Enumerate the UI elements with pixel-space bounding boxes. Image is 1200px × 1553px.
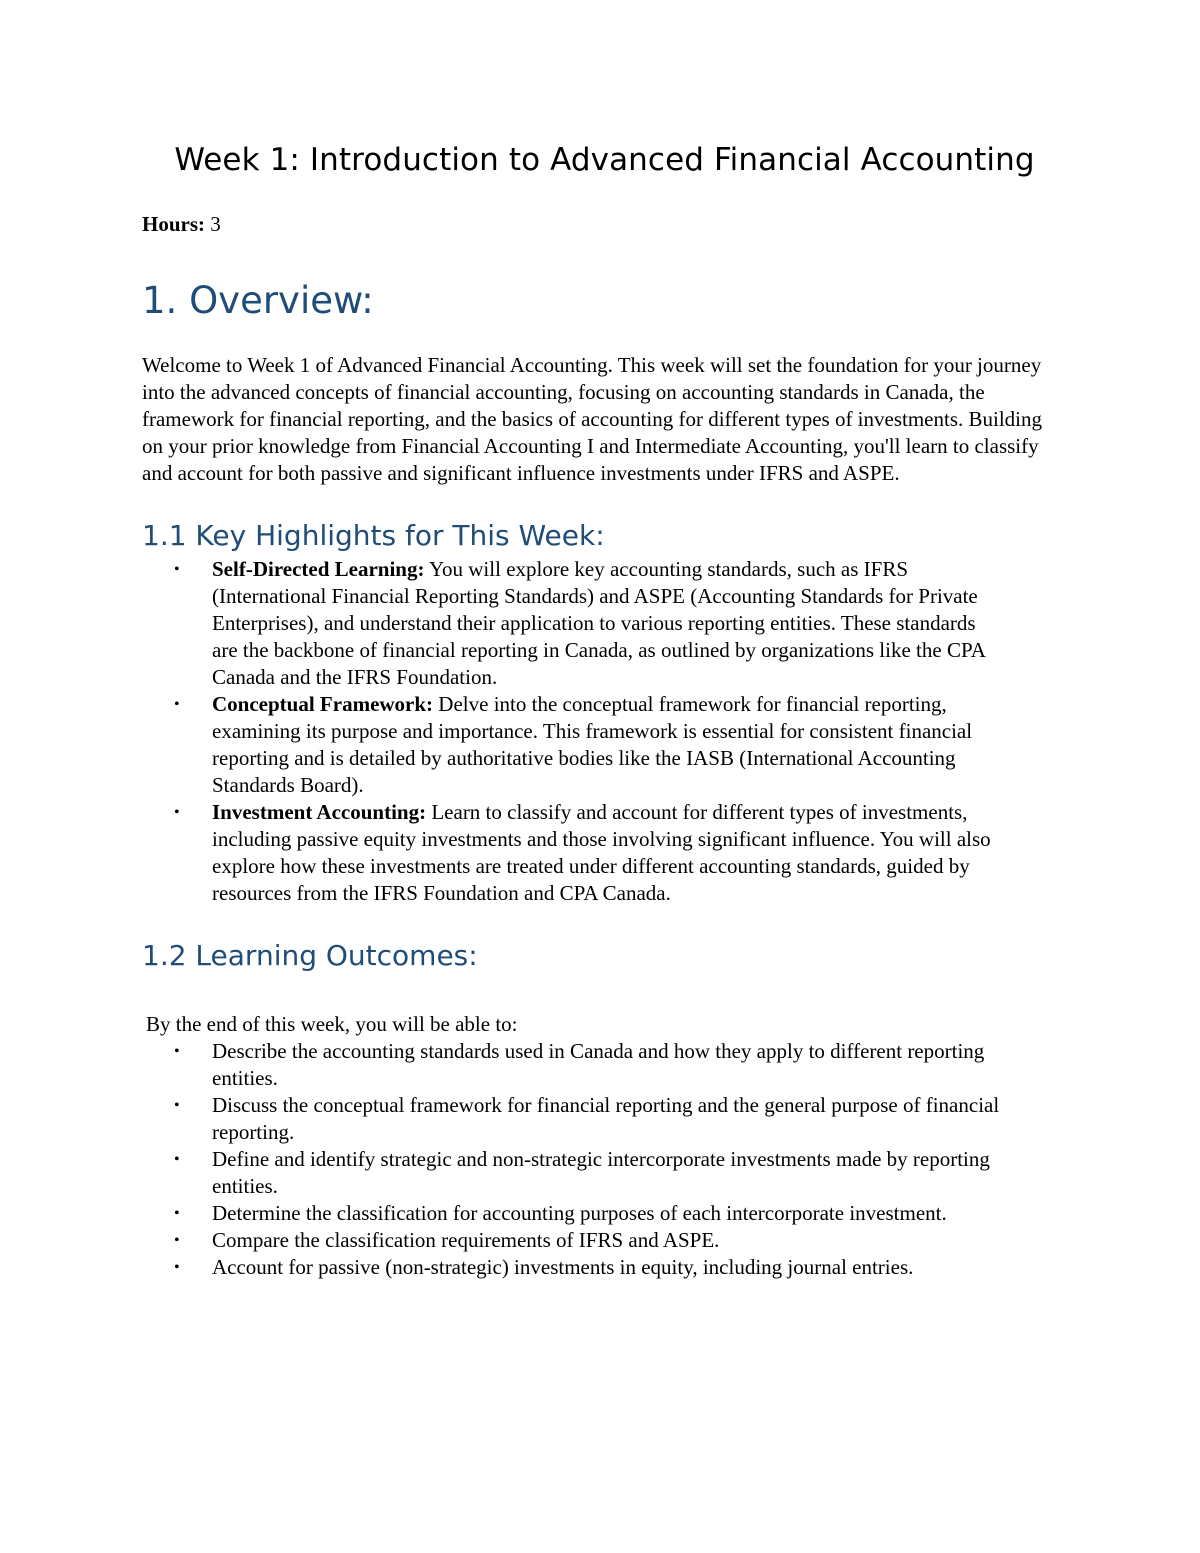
bullet-icon: • <box>174 804 180 821</box>
outcome-item <box>142 1038 1052 1092</box>
highlight-item-conceptual-framework <box>142 691 992 799</box>
bullet-icon: • <box>174 1259 180 1276</box>
document-content <box>142 138 1067 1281</box>
outcome-item <box>142 1254 1052 1281</box>
hours-label: Hours: <box>142 212 205 236</box>
bullet-icon: • <box>174 1232 180 1249</box>
highlight-item-investment-accounting <box>142 799 992 907</box>
outcome-item <box>142 1200 1052 1227</box>
outcomes-list <box>142 1038 1052 1281</box>
outcomes-heading: 1.2 Learning Outcomes: <box>142 939 478 972</box>
overview-heading: 1. Overview: <box>142 279 374 322</box>
outcomes-intro: By the end of this week, you will be able to: <box>146 1012 518 1036</box>
highlight-item-self-directed <box>142 556 992 691</box>
outcome-text: Account for passive (non-strategic) investments in equity, including journal entries. <box>212 1255 914 1279</box>
bullet-icon: • <box>174 696 180 713</box>
highlight-term: Conceptual Framework: <box>212 692 434 716</box>
highlight-term: Investment Accounting: <box>212 800 427 824</box>
outcome-text: Determine the classification for accounting purposes of each intercorporate investment. <box>212 1201 947 1225</box>
hours-line <box>142 211 1067 238</box>
outcome-text: Compare the classification requirements of IFRS and ASPE. <box>212 1228 720 1252</box>
highlight-term: Self-Directed Learning: <box>212 557 425 581</box>
bullet-icon: • <box>174 1151 180 1168</box>
document-title: Week 1: Introduction to Advanced Financial Accounting <box>174 142 1035 178</box>
highlights-heading: 1.1 Key Highlights for This Week: <box>142 519 605 552</box>
bullet-icon: • <box>174 1043 180 1060</box>
overview-paragraph: Welcome to Week 1 of Advanced Financial Accounting. This week will set the foundation for your journey into the advanced concepts of financial accounting, focusing on accounting standards in Canada, the framework for financial reporting, and the basics of accounting for different types of investments. Building on your prior knowledge from Financial Accounting I and Intermediate Accounting, you'll learn to classify and account for both passive and significant influence investments under IFRS and ASPE. <box>142 353 1043 485</box>
outcome-item <box>142 1227 1052 1254</box>
highlight-text: Delve into the conceptual framework for financial reporting, examining its purpose and importance. This framework is essential for consistent financial reporting and is detailed by authoritative bodies like the IASB (International Accounting Standards Board). <box>212 692 973 797</box>
hours-value: 3 <box>210 212 221 236</box>
bullet-icon: • <box>174 1097 180 1114</box>
highlight-text: You will explore key accounting standards, such as IFRS (International Financial Reporting Standards) and ASPE (Accounting Standards for Private Enterprises), and understand their application to various reporting entities. These standards are the backbone of financial reporting in Canada, as outlined by organizations like the CPA Canada and the IFRS Foundation. <box>212 557 985 689</box>
outcome-text: Define and identify strategic and non-strategic intercorporate investments made by reporting entities. <box>212 1147 990 1198</box>
outcome-item <box>142 1092 1052 1146</box>
highlights-list <box>142 556 992 907</box>
outcome-item <box>142 1146 1052 1200</box>
highlight-text: Learn to classify and account for different types of investments, including passive equity investments and those involving significant influence. You will also explore how these investments are treated under different accounting standards, guided by resources from the IFRS Foundation and CPA Canada. <box>212 800 991 905</box>
bullet-icon: • <box>174 1205 180 1222</box>
outcome-text: Describe the accounting standards used in Canada and how they apply to different reporting entities. <box>212 1039 985 1090</box>
bullet-icon: • <box>174 561 180 578</box>
outcome-text: Discuss the conceptual framework for financial reporting and the general purpose of financial reporting. <box>212 1093 1000 1144</box>
